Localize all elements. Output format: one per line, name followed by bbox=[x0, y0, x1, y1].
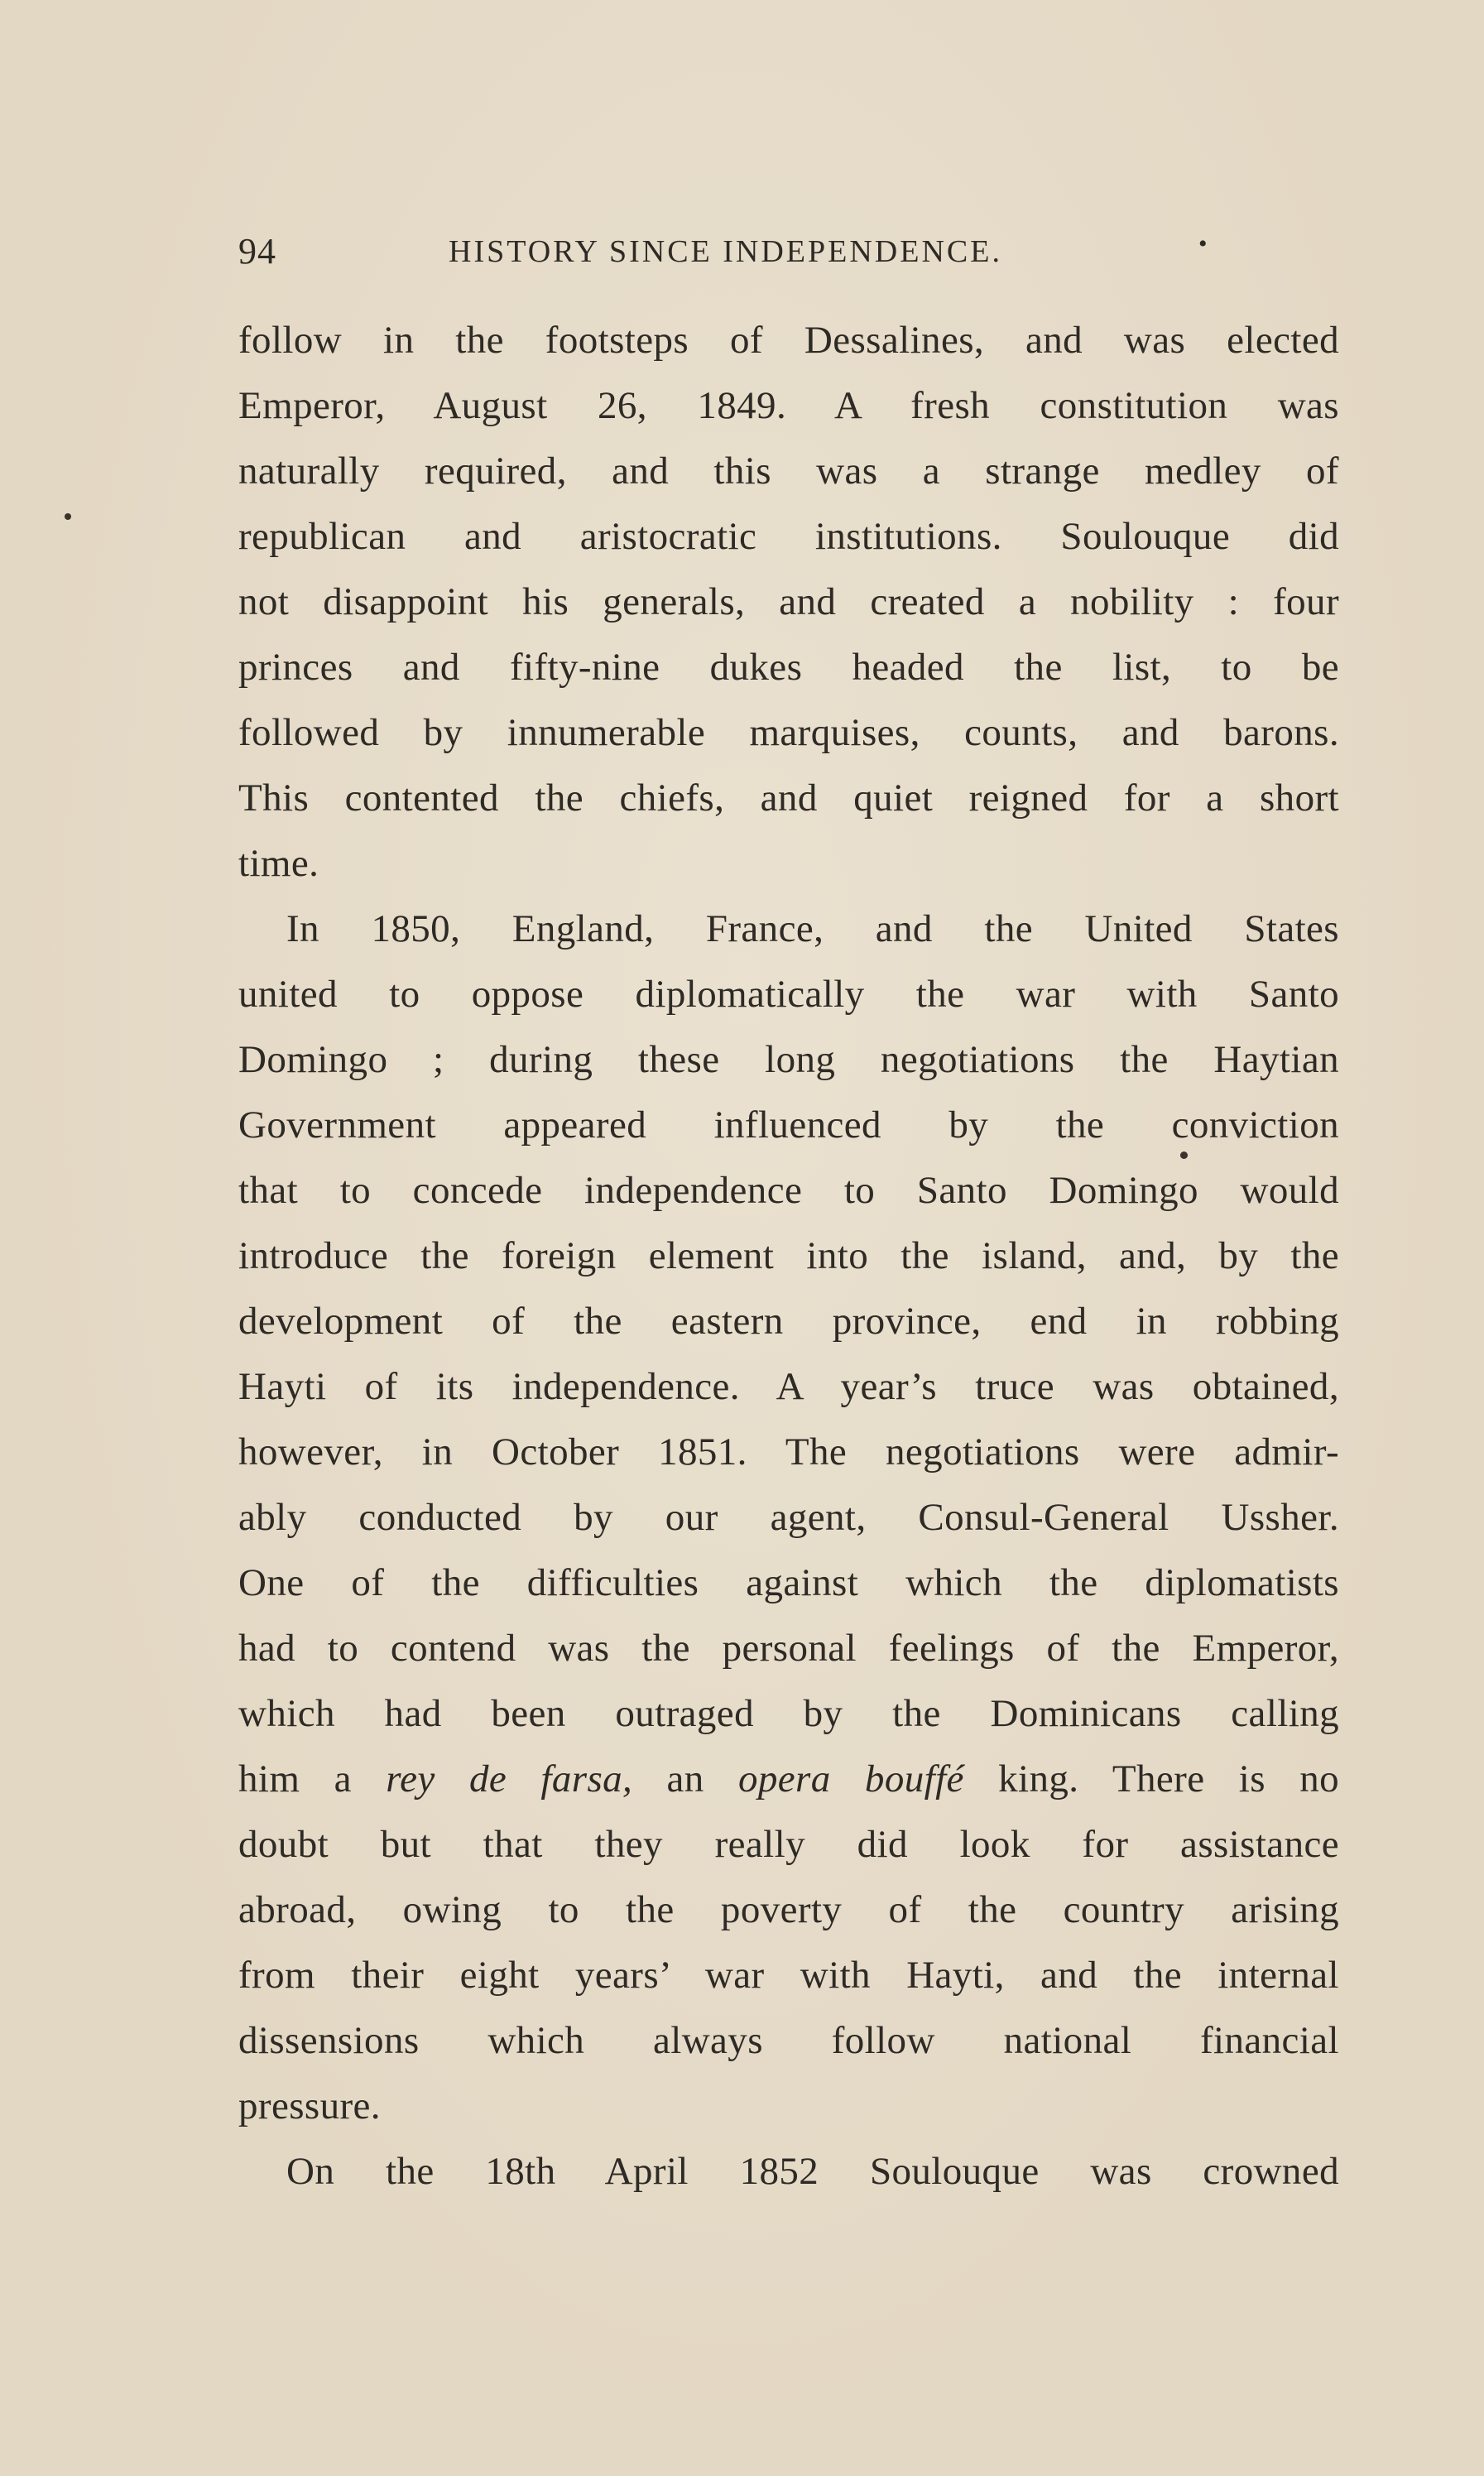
text-line: not disappoint his generals, and created a nobility : four bbox=[238, 580, 1339, 623]
page-number: 94 bbox=[238, 231, 276, 272]
ink-speck bbox=[65, 513, 71, 520]
text-line: doubt but that they really did look for assistance bbox=[238, 1823, 1339, 1866]
italic-phrase: opera bouffé bbox=[737, 1757, 964, 1801]
text-line: In 1850, England, France, and the United States bbox=[286, 907, 1339, 950]
text-line: republican and aristocratic institutions. Soulouque did bbox=[238, 515, 1339, 558]
text-line: abroad, owing to the poverty of the country arising bbox=[238, 1888, 1339, 1931]
text-line: This contented the chiefs, and quiet reigned for a short bbox=[238, 776, 1339, 820]
text-line: development of the eastern province, end in robbing bbox=[238, 1300, 1339, 1343]
text-line: introduce the foreign element into the island, and, by the bbox=[238, 1234, 1339, 1277]
text-line: however, in October 1851. The negotiations were admir- bbox=[238, 1430, 1339, 1474]
text-line: that to concede independence to Santo Domingo would bbox=[238, 1169, 1339, 1212]
text-line: princes and fifty-nine dukes headed the list, to be bbox=[238, 646, 1339, 689]
ink-speck bbox=[1180, 1151, 1188, 1159]
running-head: HISTORY SINCE INDEPENDENCE. bbox=[449, 234, 1002, 269]
text-run: king. There is no bbox=[963, 1757, 1339, 1801]
header-dot-mark: • bbox=[1198, 230, 1208, 257]
text-run: an bbox=[632, 1757, 738, 1801]
text-line: On the 18th April 1852 Soulouque was crowned bbox=[286, 2150, 1339, 2193]
text-line: One of the difficulties against which the diplomatists bbox=[238, 1561, 1339, 1604]
italic-phrase: rey de farsa, bbox=[386, 1757, 633, 1801]
text-line: from their eight years’ war with Hayti, and the internal bbox=[238, 1954, 1339, 1997]
body-text bbox=[238, 308, 1339, 2204]
text-run: him a bbox=[238, 1757, 387, 1801]
text-line: pressure. bbox=[238, 2084, 381, 2127]
text-line: Emperor, August 26, 1849. A fresh constitution was bbox=[238, 384, 1339, 427]
page-header bbox=[238, 230, 1339, 280]
text-line-italic bbox=[238, 1747, 1339, 1812]
text-line: time. bbox=[238, 842, 319, 885]
text-line: ably conducted by our agent, Consul-General Ussher. bbox=[238, 1496, 1339, 1539]
text-line: followed by innumerable marquises, counts, and barons. bbox=[238, 711, 1339, 754]
text-line: Domingo ; during these long negotiations the Haytian bbox=[238, 1038, 1339, 1081]
text-line: Hayti of its independence. A year’s truce was obtained, bbox=[238, 1365, 1339, 1408]
text-line: naturally required, and this was a strange medley of bbox=[238, 450, 1339, 493]
text-line: united to oppose diplomatically the war with Santo bbox=[238, 973, 1339, 1016]
text-line: dissensions which always follow national financial bbox=[238, 2019, 1339, 2062]
text-line: Government appeared influenced by the conviction bbox=[238, 1103, 1339, 1147]
text-line: which had been outraged by the Dominicans calling bbox=[238, 1692, 1339, 1735]
text-line: follow in the footsteps of Dessalines, and was elected bbox=[238, 319, 1339, 362]
text-line: had to contend was the personal feelings of the Emperor, bbox=[238, 1627, 1339, 1670]
